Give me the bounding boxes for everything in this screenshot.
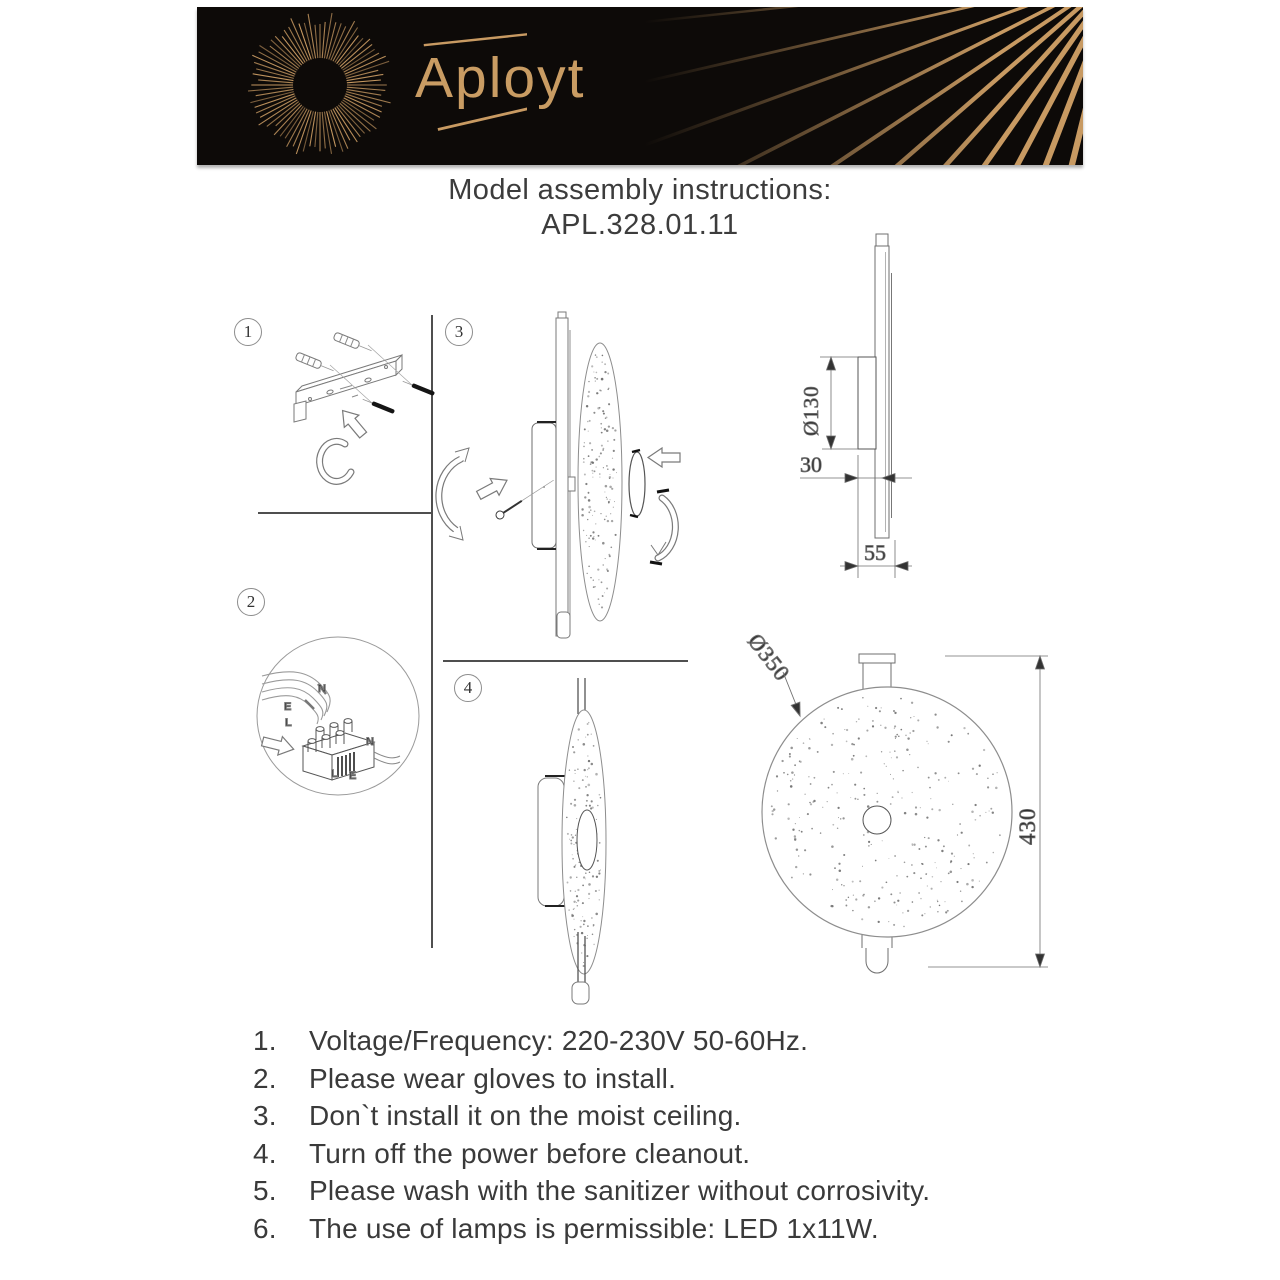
dim-label-55: 55 [864,540,886,565]
banner-decorations [197,7,1083,165]
step2-wiring-drawing [248,628,433,808]
step3-assembly-drawing [434,305,694,650]
rotate-arrow-right-icon [650,490,675,564]
item-text: Please wash with the sanitizer without corrosivity. [309,1175,931,1206]
item-number: 6. [253,1212,277,1244]
item-text: Don`t install it on the moist ceiling. [309,1100,742,1131]
screw-icon [362,397,395,414]
item-number: 4. [253,1137,277,1169]
press-arrow-icon [648,448,680,467]
item-number: 3. [253,1100,277,1131]
stub-top [876,234,888,247]
instructions-list [253,1022,1063,1247]
item-number: 5. [253,1175,277,1206]
block-label-e: E [349,770,357,782]
divider-left [258,512,432,514]
pink-arrow-icon [260,732,296,758]
shade-assembled-icon [562,710,606,974]
divider-right [443,660,688,662]
step-number: 2 [246,592,256,611]
screw-icon [402,379,435,396]
dim-55 [840,540,912,578]
wires-icon [262,672,330,724]
brand-wordmark: Aployt [415,46,586,110]
page-title: Model assembly instructions: [448,174,832,206]
side-view-dimension-drawing [790,228,930,588]
push-arrow-icon [474,472,511,504]
dim-label-430: 430 [1015,807,1040,845]
driver-box-side [858,357,876,449]
dim-label-130: Ø130 [799,385,823,436]
item-text: Turn off the power before cleanout. [309,1137,751,1169]
lamp-panel [875,246,889,538]
direction-arrow-icon [335,404,370,441]
item-text: The use of lamps is permissible: LED 1x11W. [309,1212,879,1244]
dim-130 [799,357,858,449]
wall-plate-icon [556,312,575,638]
step1-bracket-drawing [270,315,445,505]
step-badge-4 [454,674,482,702]
list-item [253,1022,1063,1060]
title-block [0,173,1280,242]
rotate-arrow-left-icon [439,448,469,540]
list-item [253,1097,1063,1135]
mounting-ring-icon [629,450,645,517]
block-label-n: N [366,736,374,748]
step-number: 3 [454,322,464,341]
brand-banner [197,7,1083,165]
step4-assembled-drawing [530,672,650,1012]
item-number: 1. [253,1025,277,1056]
item-text: Voltage/Frequency: 220-230V 50-60Hz. [309,1025,809,1056]
wire-label-l: L [285,717,292,729]
step-number: 1 [243,322,253,341]
wall-anchor-icon [333,332,373,354]
item-number: 2. [253,1062,277,1094]
wall-anchor-icon [295,352,335,374]
dim-label-30: 30 [800,452,822,477]
shade-side-icon [578,343,622,621]
driver-box-icon [532,422,556,549]
model-number: APL.328.01.11 [541,209,739,241]
dim-350 [743,629,804,718]
wire-label-n: N [318,683,326,695]
step-badge-1 [234,318,262,346]
dim-label-350: Ø350 [743,628,796,686]
list-item [253,1060,1063,1098]
shade-front-icon [762,687,1012,937]
list-item [253,1135,1063,1173]
block-label-l: L [331,768,338,780]
step-badge-2 [237,588,265,616]
bottom-cap [572,982,589,1004]
sunburst-logo-icon [248,13,391,154]
list-item [253,1210,1063,1248]
front-view-dimension-drawing [735,612,1065,1012]
list-item [253,1172,1063,1210]
step-number: 4 [463,678,473,697]
wire-label-e: E [284,701,292,713]
item-text: Please wear gloves to install. [309,1062,677,1094]
